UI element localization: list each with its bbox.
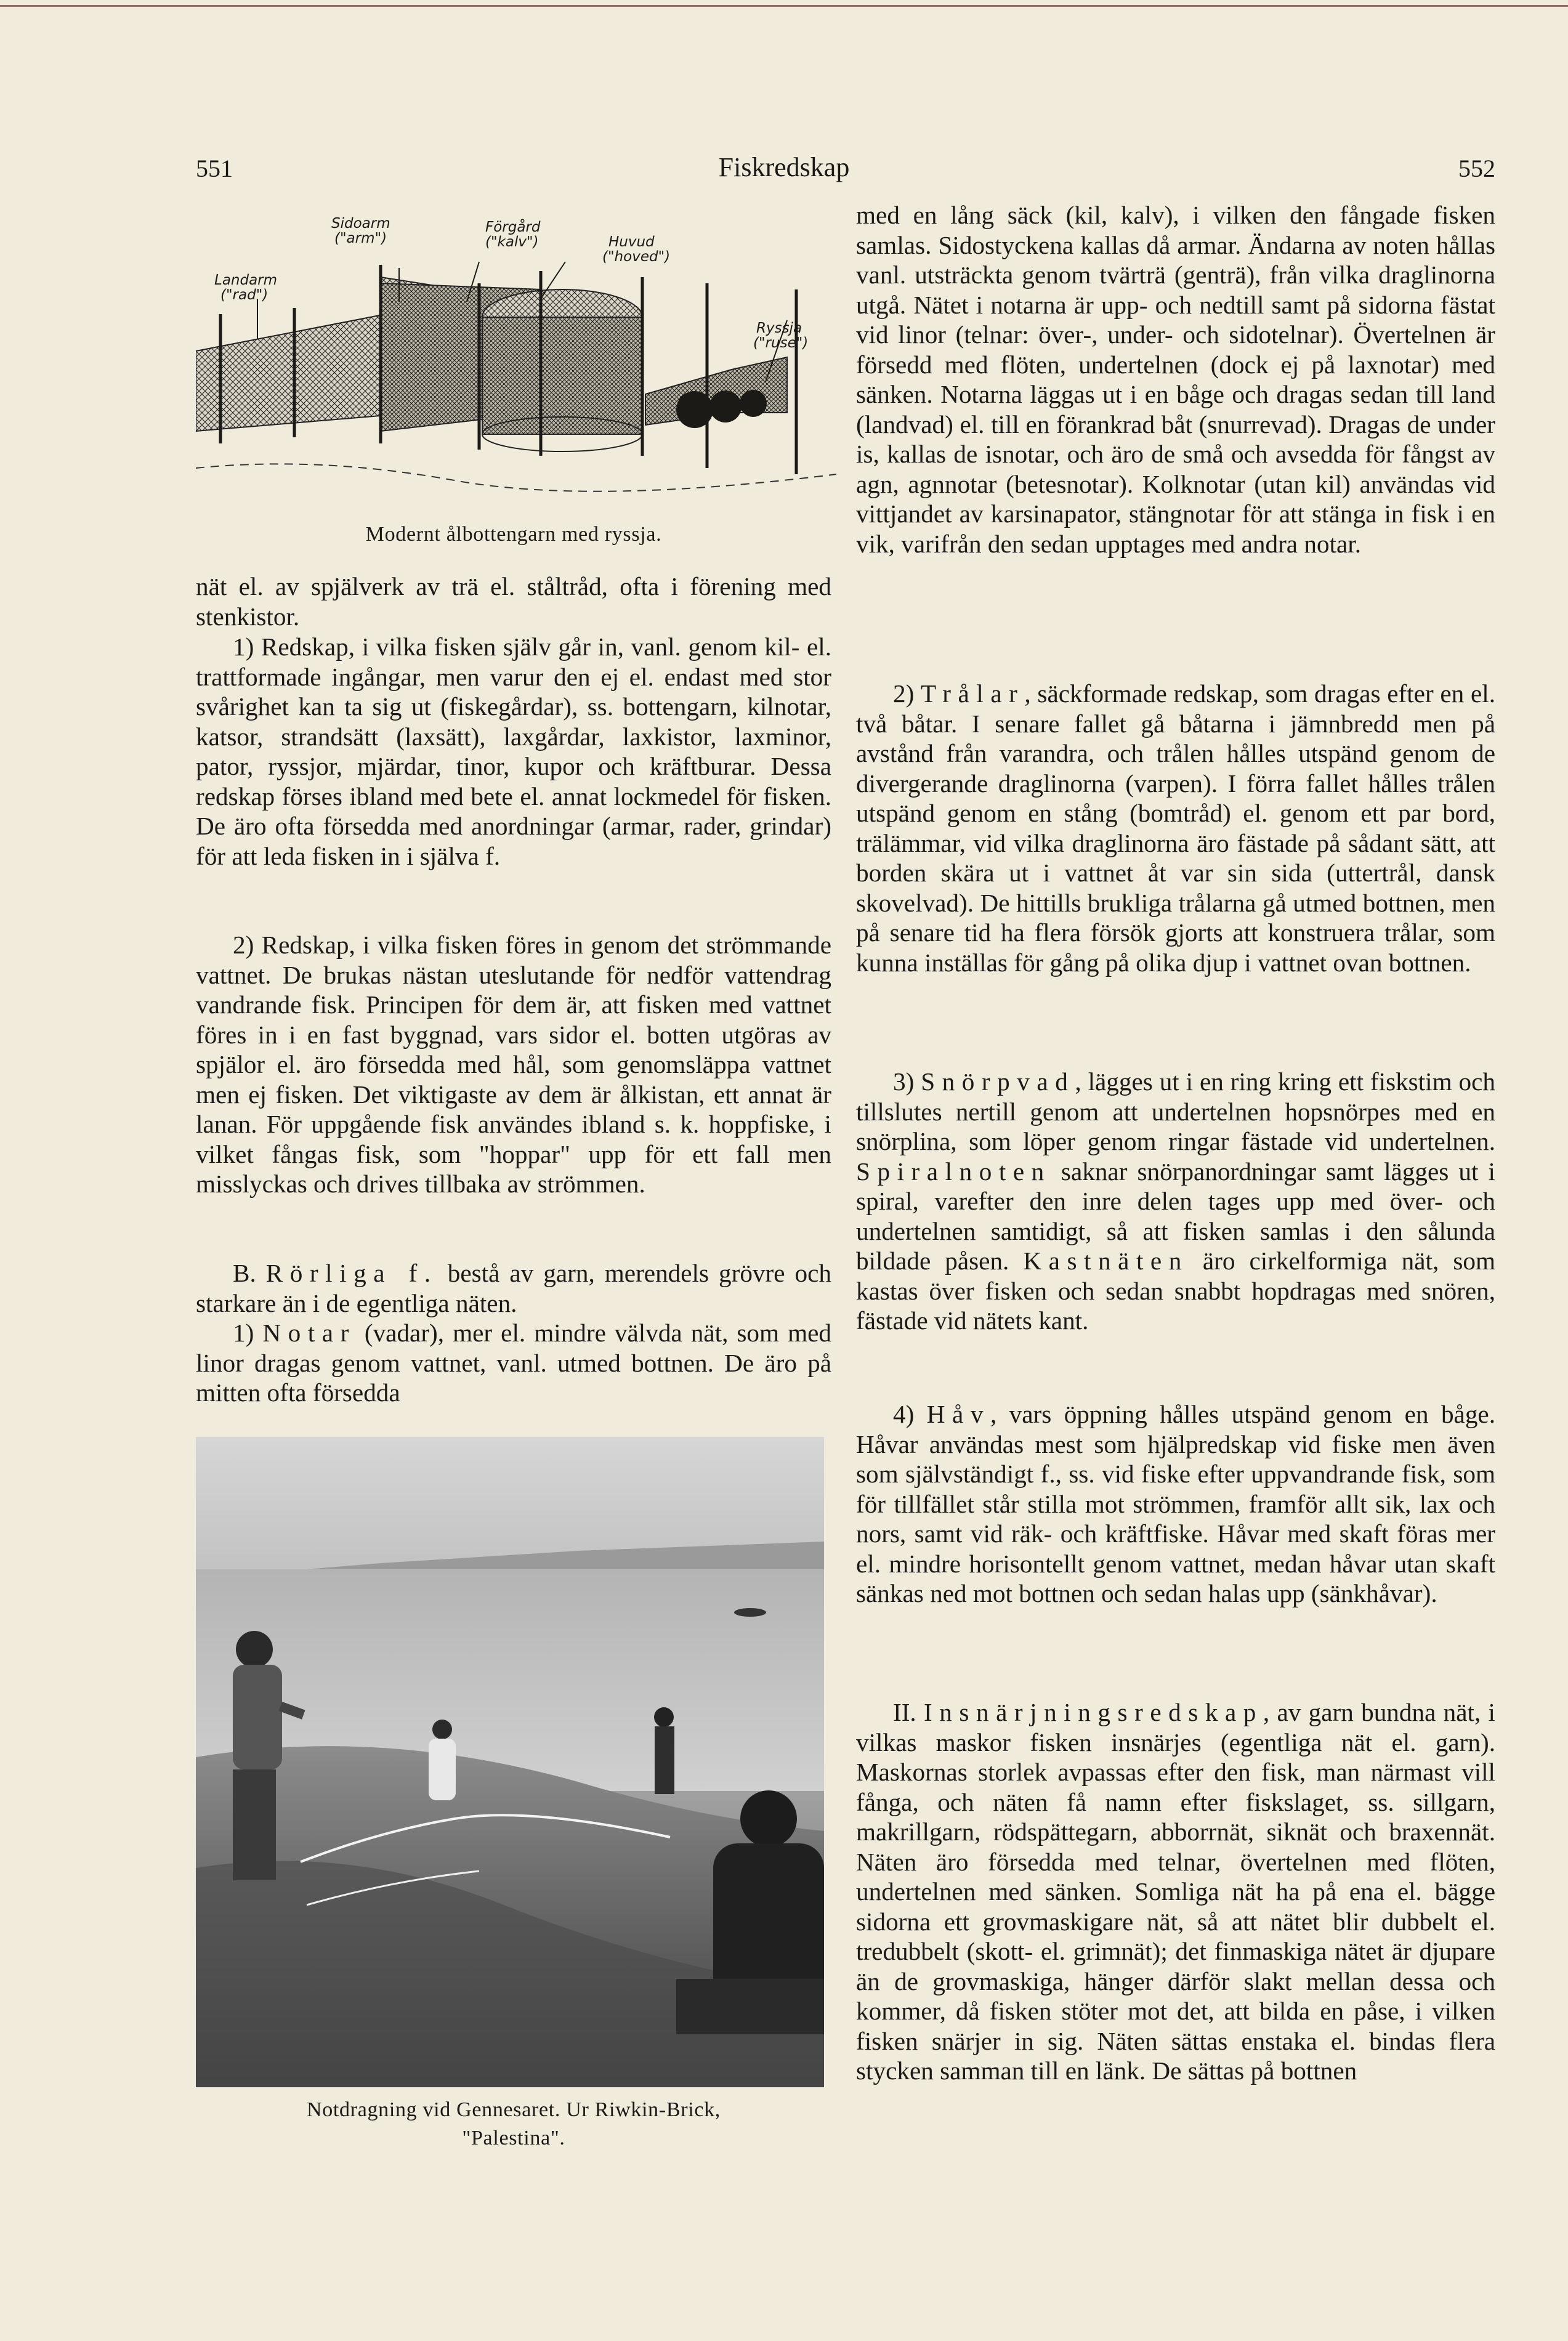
left-p2: 1) Redskap, i vilka fisken själv går in, vanl. genom kil- el. trattformade ingångar, men varur den ej el. endast med stor svårighet kan ta sig ut (fiskegårdar), ss. bottengarn, kilnotar, katsor, strandsätt (laxsätt), laxgårdar, laxkistor, laxminor, pator, ryssjor, mjärdar, tinor, kupor och kräftburar. Dessa redskap förses ibland med bete el. annat lockmedel för fisken. De äro ofta försedda med anordningar (armar, rader, grindar) för att leda fisken in i själva f. [196,633,831,870]
left-p1: nät el. av spjälverk av trä el. ståltråd, ofta i förening med stenkistor. [196,572,831,631]
right-p5 [856,1697,1495,2086]
label-sidoarm: Sidoarm [331,216,390,232]
right-p1: med en lång säck (kil, kalv), i vilken den fångade fisken samlas. Sidostyckena kallas då armar. Ändarna av noten hållas vanl. utsträckta genom tvärträ (genträ), från vilka draglinorna utgå. Nätet i notarna är upp- och nedtill samt på sidorna fästat vid linor (telnar: över-, under- och sidotelnar). Övertelnen är försedd med flöten, undertelnen (dock ej på laxnotar) med sänken. Notarna läggas ut i en båge och dragas sedan till land (landvad) el. till en förankrad båt (snurrevad). Dragas de under is, kallas de isnotar, och äro de små och avsedda för fångst av agn, agnnotar (betesnotar). Kolknotar (utan kil) användas vid vittjandet av karsinapator, stängnotar för att stänga in fisk i en vik, varifrån den sedan upptages med andra notar. [856,201,1495,558]
label-huvud: Huvud [608,234,655,250]
left-p5-term: Notar [262,1319,356,1347]
right-p3-lead: 3) [893,1067,915,1096]
left-p3: 2) Redskap, i vilka fisken föres in genom det strömmande vattnet. De brukas nästan uteslutande för nedför vattendrag vandrande fisk. Principen för dem är, att fisken med vattnet föres in i en fast byggnad, vars sidor el. botten utgöras av spjälor el. äro försedda med hål, som genomsläppa vattnet men ej fisken. Det viktigaste av dem är ålkistan, ett annat är lanan. För uppgående fisk användes ibland s. k. hoppfiske, i vilket fångas fisk, som "hoppar" upp för ett fall men misslyckas och drives tillbaka av strömmen. [196,931,831,1198]
right-p5-term: Insnärjningsredskap [924,1698,1263,1726]
right-p5-rest: , av garn bundna nät, i vilkas maskor fisken insnärjes (egentliga nät el. garn). Maskornas storlek avpassas efter den fisk, man närmast vill fånga, och näten få namn efter fiskslaget, ss. sillgarn, makrillgarn, rödspättegarn, abborrnät, siknät och braxennät. Näten äro försedda med telnar, övertelnen med flöten, undertelnen med sänken. Somliga nät ha på ena el. bägge sidorna ett grovmaskigare nät, så att nätet blir dubbelt el. tredubbelt (skott- el. grimnät); det finmaskiga nätet är djupare än de grovmaskiga, hänger därför slakt mellan dessa och kommer, då fisken stöter mot det, att bilda en påse, i vilken fisken snärjer in sig. Näten sättas enstaka el. bindas flera stycken samman till en länk. De sättas på bottnen [856,1698,1495,2085]
left-p4-lead: B. [233,1259,256,1287]
label-sidoarm-alt: ("arm") [334,230,387,246]
page-number-left: 551 [196,155,233,182]
right-p4-term: Håv [926,1400,990,1428]
left-p4-rest: bestå av garn, merendels grövre och starkare än i de egentliga näten. [196,1259,832,1317]
right-p3-term: Snörpvad [921,1067,1075,1096]
figure1-caption: Modernt ålbottengarn med ryssja. [365,523,662,546]
photo-scene [196,1437,824,2087]
right-p2 [856,679,1495,977]
right-p3-rest: äro cirkelformiga nät, som kastas över fisken och sedan snabbt hopdragas med snören, fästade vid nätets kant. [856,1247,1495,1335]
top-rule [0,5,1568,7]
right-p4-lead: 4) [893,1400,915,1428]
left-p5-rest: (vadar), mer el. mindre välvda nät, som med linor dragas genom vattnet, vanl. utmed bottnen. De äro på mitten ofta försedda [196,1319,832,1407]
label-forgard: Förgård [485,219,541,235]
right-p5-lead: II. [893,1698,916,1726]
figure-eel-trap [196,209,836,530]
left-p4-term: Rörliga f. [265,1259,438,1287]
label-ryssja: Ryssja [756,320,802,336]
left-p5-lead: 1) [233,1319,254,1347]
right-p2-term: Trålar [921,679,1025,708]
right-p3 [856,1067,1495,1336]
right-p4-rest: , vars öppning hålles utspänd genom en båge. Håvar användas mest som hjälpredskap vid fiske men även som självständigt f., ss. vid fiske efter uppvandrande fisk, som för tillfället står stilla mot strömmen, framför allt sik, lax och nors, samt vid räk- och kräftfiske. Håvar med skaft föras mer el. mindre horisontellt genom vattnet, medan håvar utan skaft sänkas ned mot bottnen och sedan halas upp (sänkhåvar). [856,1400,1496,1607]
photo-net-hauling [196,1437,824,2087]
figure2-caption-line2: "Palestina". [462,2127,565,2149]
right-p2-rest: , säckformade redskap, som dragas efter en el. två båtar. I senare fallet gå båtarna i jämnbredd men på avstånd från varandra, och trålen hålles utspänd genom de divergerande draglinorna (varpen). I förra fallet hålles trålen utspänd genom en stång (bomtråd) el. genom ett par bord, trälämmar, vid vilka draglinorna äro fästade på sådant sätt, att borden skära ut i vattnet åt var sin sida (uttertrål, dansk skovelvad). De hittills brukliga trålarna gå utmed bottnen, men på senare tid ha flera försök gjorts att konstruera trålar, som kunna inställas för gång på olika djup i vattnet ovan bottnen. [856,679,1495,977]
right-p3-mid2: saknar snörpanordningar samt lägges ut i spiral, varefter den inre delen tages upp med över- och undertelnen samtidigt, så att fisken samlas i den sålunda bildade påsen. [856,1157,1495,1275]
right-p2-lead: 2) [893,679,915,708]
label-forgard-alt: ("kalv") [485,234,539,250]
right-p4 [856,1399,1495,1609]
right-p3-term2: Spiralnoten [856,1157,1051,1186]
figure2-caption-line1: Notdragning vid Gennesaret. Ur Riwkin-Brick, [306,2098,721,2121]
label-huvud-alt: ("hoved") [602,249,671,265]
right-p3-mid: , lägges ut i en ring kring ett fiskstim och tillslutes nertill genom att undertelnen hopsnörpes med en snörplina, som löper genom ringar fästade vid undertelnen. [856,1067,1496,1155]
label-ryssja-alt: ("ruse") [753,335,809,351]
left-p4 [196,1258,831,1318]
eel-trap-drawing [196,209,836,530]
running-title: Fiskredskap [718,152,850,182]
label-landarm-alt: ("rad") [220,287,269,303]
page-number-right: 552 [1458,155,1495,182]
left-p5 [196,1318,831,1408]
label-landarm: Landarm [214,272,278,288]
right-p3-term3: Kastnäten [1023,1247,1189,1275]
